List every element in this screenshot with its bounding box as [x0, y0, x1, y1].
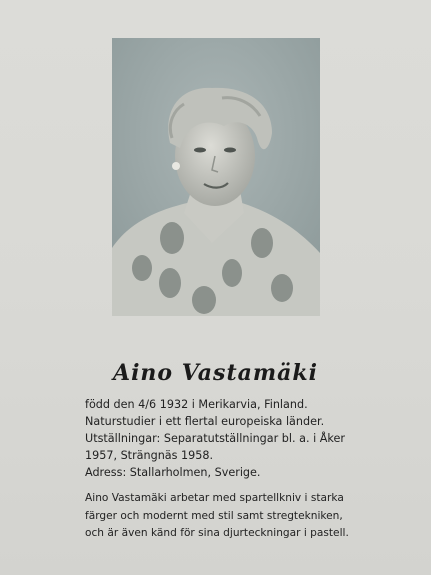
bio-block	[85, 396, 405, 481]
description-line: färger och modernt med stil samt stregtekniken,	[85, 509, 343, 522]
bio-line-birth: född den 4/6 1932 i Merikarvia, Finland.	[85, 398, 308, 411]
description-line: Aino Vastamäki arbetar med spartellkniv i starka	[85, 492, 344, 504]
portrait-image	[112, 38, 320, 316]
artist-name: Aino Vastamäki	[113, 360, 318, 386]
bio-line-exhibitions-cont: 1957, Strängnäs 1958.	[85, 449, 214, 462]
bio-line-studies: Naturstudier i ett flertal europeiska länder.	[85, 415, 325, 428]
description-line: och är även känd för sina djurteckningar i pastell.	[85, 527, 349, 539]
portrait-photo	[112, 38, 320, 316]
bio-line-address: Adress: Stallarholmen, Sverige.	[85, 466, 261, 479]
description-block	[85, 490, 405, 543]
bio-line-exhibitions: Utställningar: Separatutställningar bl. a. i Åker	[85, 432, 345, 445]
